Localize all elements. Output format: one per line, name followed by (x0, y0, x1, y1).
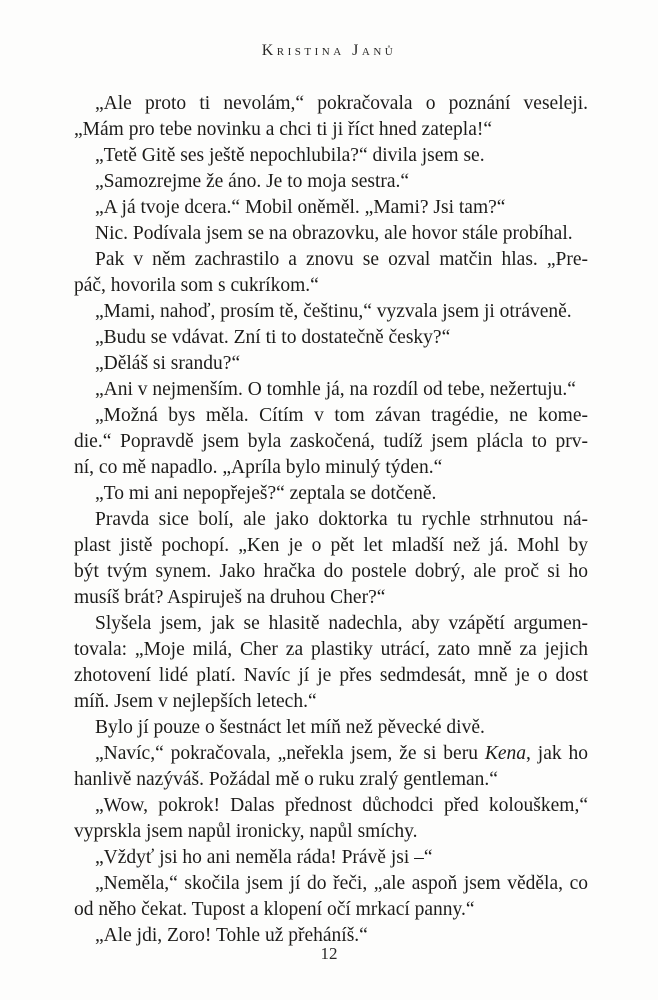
paragraph (74, 481, 588, 507)
text-line: die.“ Popravdě jsem byla zaskočená, tudíž jsem plácla to prv- (74, 431, 588, 452)
text-line: Pak v něm zachrastilo a znovu se ozval matčin hlas. „Pre- (95, 249, 588, 270)
text-line: Slyšela jsem, jak se hlasitě nadechla, aby vzápětí argumen- (95, 613, 588, 634)
text-line: „To mi ani nepopřeješ?“ zeptala se dotčeně. (95, 483, 437, 504)
paragraph (74, 845, 588, 871)
text-line: míň. Jsem v nejlepších letech.“ (74, 691, 317, 712)
text-line: „Vždyť jsi ho ani neměla ráda! Právě jsi –“ (95, 847, 433, 868)
text-line: Pravda sice bolí, ale jako doktorka tu rychle strhnutou ná- (95, 509, 588, 530)
text-line: „Samozrejme že áno. Je to moja sestra.“ (95, 171, 410, 192)
text-line: hanlivě nazýváš. Požádal mě o ruku zralý gentleman.“ (74, 769, 498, 790)
text-line: „A já tvoje dcera.“ Mobil oněměl. „Mami? Jsi tam?“ (95, 197, 506, 218)
paragraph (74, 169, 588, 195)
text-line: „Wow, pokrok! Dalas přednost důchodci před kolouškem,“ (95, 795, 588, 816)
text-line: plast jistě pochopí. „Ken je o pět let mladší než já. Mohl by (74, 535, 588, 556)
paragraph (74, 715, 588, 741)
text-line: ní, co mě napadlo. „Apríla bylo minulý týden.“ (74, 457, 443, 478)
paragraph (74, 611, 588, 715)
paragraph (74, 403, 588, 481)
text-line: být tvým synem. Jako hračka do postele dobrý, ale proč si ho (74, 561, 588, 582)
text-line: „Ani v nejmenším. O tomhle já, na rozdíl od tebe, nežertuju.“ (95, 379, 576, 400)
text-line: „Budu se vdávat. Zní ti to dostatečně česky?“ (95, 327, 451, 348)
paragraph (74, 741, 588, 793)
paragraph (74, 377, 588, 403)
body-text (74, 91, 588, 949)
text-line: zhotovení lidé platí. Navíc jí je přes sedmdesát, mně je o dost (74, 665, 588, 686)
paragraph (74, 325, 588, 351)
paragraph (74, 871, 588, 923)
text-line: od něho čekat. Tupost a klopení očí mrkací panny.“ (74, 899, 475, 920)
text-line: „Mám pro tebe novinku a chci ti ji říct hned zatepla!“ (74, 119, 493, 140)
text-line: „Ale proto ti nevolám,“ pokračovala o poznání veseleji. (95, 93, 588, 114)
paragraph (74, 143, 588, 169)
text-line: „Mami, nahoď, prosím tě, češtinu,“ vyzvala jsem ji otráveně. (95, 301, 572, 322)
text-line: tovala: „Moje milá, Cher za plastiky utrácí, zato mně za jejich (74, 639, 588, 660)
paragraph (74, 91, 588, 143)
paragraph (74, 793, 588, 845)
text-line: „Ale jdi, Zoro! Tohle už přeháníš.“ (95, 925, 368, 946)
text-line: musíš brát? Aspiruješ na druhou Cher?“ (74, 587, 386, 608)
text-line: „Děláš si srandu?“ (95, 353, 241, 374)
text-line: „Tetě Gitě ses ještě nepochlubila?“ divila jsem se. (95, 145, 485, 166)
text-line: páč, hovorila som s cukríkom.“ (74, 275, 319, 296)
paragraph (74, 195, 588, 221)
paragraph (74, 247, 588, 299)
text-line: „Neměla,“ skočila jsem jí do řeči, „ale aspoň jsem věděla, co (95, 873, 588, 894)
text-line: Nic. Podívala jsem se na obrazovku, ale hovor stále probíhal. (95, 223, 573, 244)
text-line: „Navíc,“ pokračovala, „neřekla jsem, že si beru Kena, jak ho (95, 743, 588, 764)
paragraph (74, 507, 588, 611)
paragraph (74, 351, 588, 377)
text-line: vyprskla jsem napůl ironicky, napůl smíchy. (74, 821, 418, 842)
paragraph (74, 299, 588, 325)
text-line: Bylo jí pouze o šestnáct let míň než pěvecké divě. (95, 717, 485, 738)
paragraph (74, 221, 588, 247)
page-number: 12 (320, 944, 338, 963)
running-header: Kristina Janů (261, 42, 397, 59)
text-line: „Možná bys měla. Cítím v tom závan tragédie, ne kome- (95, 405, 588, 426)
